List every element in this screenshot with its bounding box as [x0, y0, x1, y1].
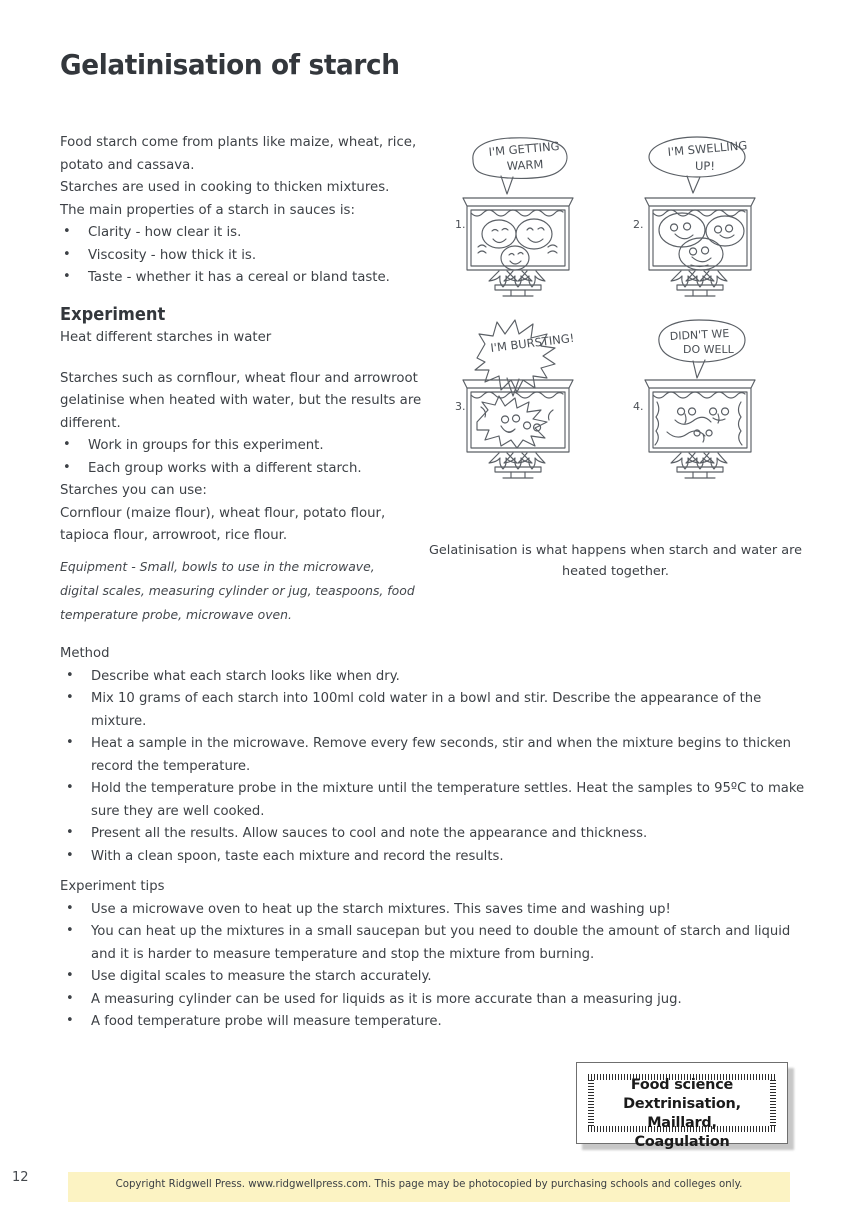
illustration-caption	[428, 540, 803, 582]
starches-line-2: tapioca flour, arrowroot, rice flour.	[60, 528, 288, 543]
list-item: • Use digital scales to measure the starch accurately.	[60, 966, 815, 989]
list-item: • Each group works with a different starch.	[60, 458, 435, 481]
method-section	[60, 643, 815, 868]
tips-list	[60, 899, 815, 1034]
intro-line-4: The main properties of a starch in sauces is:	[60, 202, 355, 218]
gelatinisation-illustration	[455, 130, 825, 490]
panel-4-number: 4.	[633, 400, 644, 413]
keyword-box-text	[587, 1076, 777, 1152]
keyword-line-3: Coagulation	[634, 1134, 730, 1150]
list-item: • Mix 10 grams of each starch into 100ml cold water in a bowl and stir. Describe the appearance of the mixture.	[60, 688, 815, 733]
experiment-para-line-2: gelatinise when heated with water, but the results are	[60, 393, 422, 408]
list-item: • Viscosity - how thick it is.	[60, 245, 435, 268]
intro-column	[60, 132, 435, 548]
experiment-group-list	[60, 435, 435, 480]
list-item: • Clarity - how clear it is.	[60, 222, 435, 245]
equipment-line-1: Equipment - Small, bowls to use in the microwave,	[60, 559, 375, 574]
panel-2-number: 2.	[633, 218, 644, 231]
panel-1-speech-line-1: I'M GETTING	[488, 138, 561, 159]
method-heading: Method	[60, 646, 110, 661]
experiment-subheading: Heat different starches in water	[60, 330, 272, 345]
list-item: • Taste - whether it has a cereal or bland taste.	[60, 267, 435, 290]
equipment-note	[60, 555, 430, 627]
panel-2-speech-line-1: I'M SWELLING	[667, 138, 748, 159]
panel-3-speech: I'M BURSTING!	[489, 330, 576, 355]
caption-line-1: Gelatinisation is what happens when starch and water are	[429, 543, 802, 558]
list-item: • Work in groups for this experiment.	[60, 435, 435, 458]
list-item: • Present all the results. Allow sauces to cool and note the appearance and thickness.	[60, 823, 815, 846]
list-item: • Hold the temperature probe in the mixture until the temperature settles. Heat the samples to 95ºC to make sure they are well cooked.	[60, 778, 815, 823]
starches-line-1: Cornflour (maize flour), wheat flour, potato flour,	[60, 505, 386, 521]
panel-4-speech-line-2: DO WELL	[683, 343, 734, 356]
keyword-box	[576, 1062, 788, 1150]
list-item: • A measuring cylinder can be used for liquids as it is more accurate than a measuring jug.	[60, 989, 815, 1012]
experiment-para-line-1: Starches such as cornflour, wheat flour and arrowroot	[60, 370, 418, 386]
starch-properties-list	[60, 222, 435, 290]
starches-label: Starches you can use:	[60, 483, 207, 498]
panel-3-number: 3.	[455, 400, 466, 413]
intro-line-1: Food starch come from plants like maize, wheat, rice,	[60, 135, 417, 150]
copyright-notice: Copyright Ridgwell Press. www.ridgwellpress.com. This page may be photocopied by purchasing schools and colleges only.	[115, 1179, 743, 1190]
footer-band	[68, 1172, 790, 1202]
experiment-tips-section	[60, 876, 815, 1034]
list-item: • A food temperature probe will measure temperature.	[60, 1011, 815, 1034]
equipment-line-3: temperature probe, microwave oven.	[60, 607, 292, 622]
intro-line-2: potato and cassava.	[60, 157, 195, 173]
list-item: • Describe what each starch looks like when dry.	[60, 666, 815, 689]
panel-1-speech-line-2: WARM	[506, 157, 544, 173]
page-number: 12	[12, 1170, 29, 1185]
keyword-line-1: Food science	[630, 1077, 734, 1093]
method-list	[60, 666, 815, 869]
spacer	[60, 350, 435, 368]
keyword-box-frame	[576, 1062, 788, 1150]
experiment-para-line-3: different.	[60, 415, 121, 431]
experiment-heading: Experiment	[60, 304, 166, 325]
tips-heading: Experiment tips	[60, 879, 165, 894]
caption-line-2: heated together.	[562, 564, 669, 579]
list-item: • With a clean spoon, taste each mixture and record the results.	[60, 846, 815, 869]
equipment-line-2: digital scales, measuring cylinder or jug, teaspoons, food	[60, 583, 415, 598]
intro-line-3: Starches are used in cooking to thicken mixtures.	[60, 180, 390, 195]
keyword-line-2: Dextrinisation, Maillard,	[623, 1096, 741, 1131]
panel-1-number: 1.	[455, 218, 466, 231]
page-title: Gelatinisation of starch	[60, 48, 400, 81]
list-item: • Heat a sample in the microwave. Remove every few seconds, stir and when the mixture begins to thicken record the temperature.	[60, 733, 815, 778]
panel-4-speech-line-1: DIDN'T WE	[669, 326, 730, 343]
list-item: • Use a microwave oven to heat up the starch mixtures. This saves time and washing up!	[60, 899, 815, 922]
list-item: • You can heat up the mixtures in a small saucepan but you need to double the amount of starch and liquid and it is harder to measure temperature and stop the mixture from burning.	[60, 921, 815, 966]
panel-2-speech-line-2: UP!	[695, 159, 715, 173]
